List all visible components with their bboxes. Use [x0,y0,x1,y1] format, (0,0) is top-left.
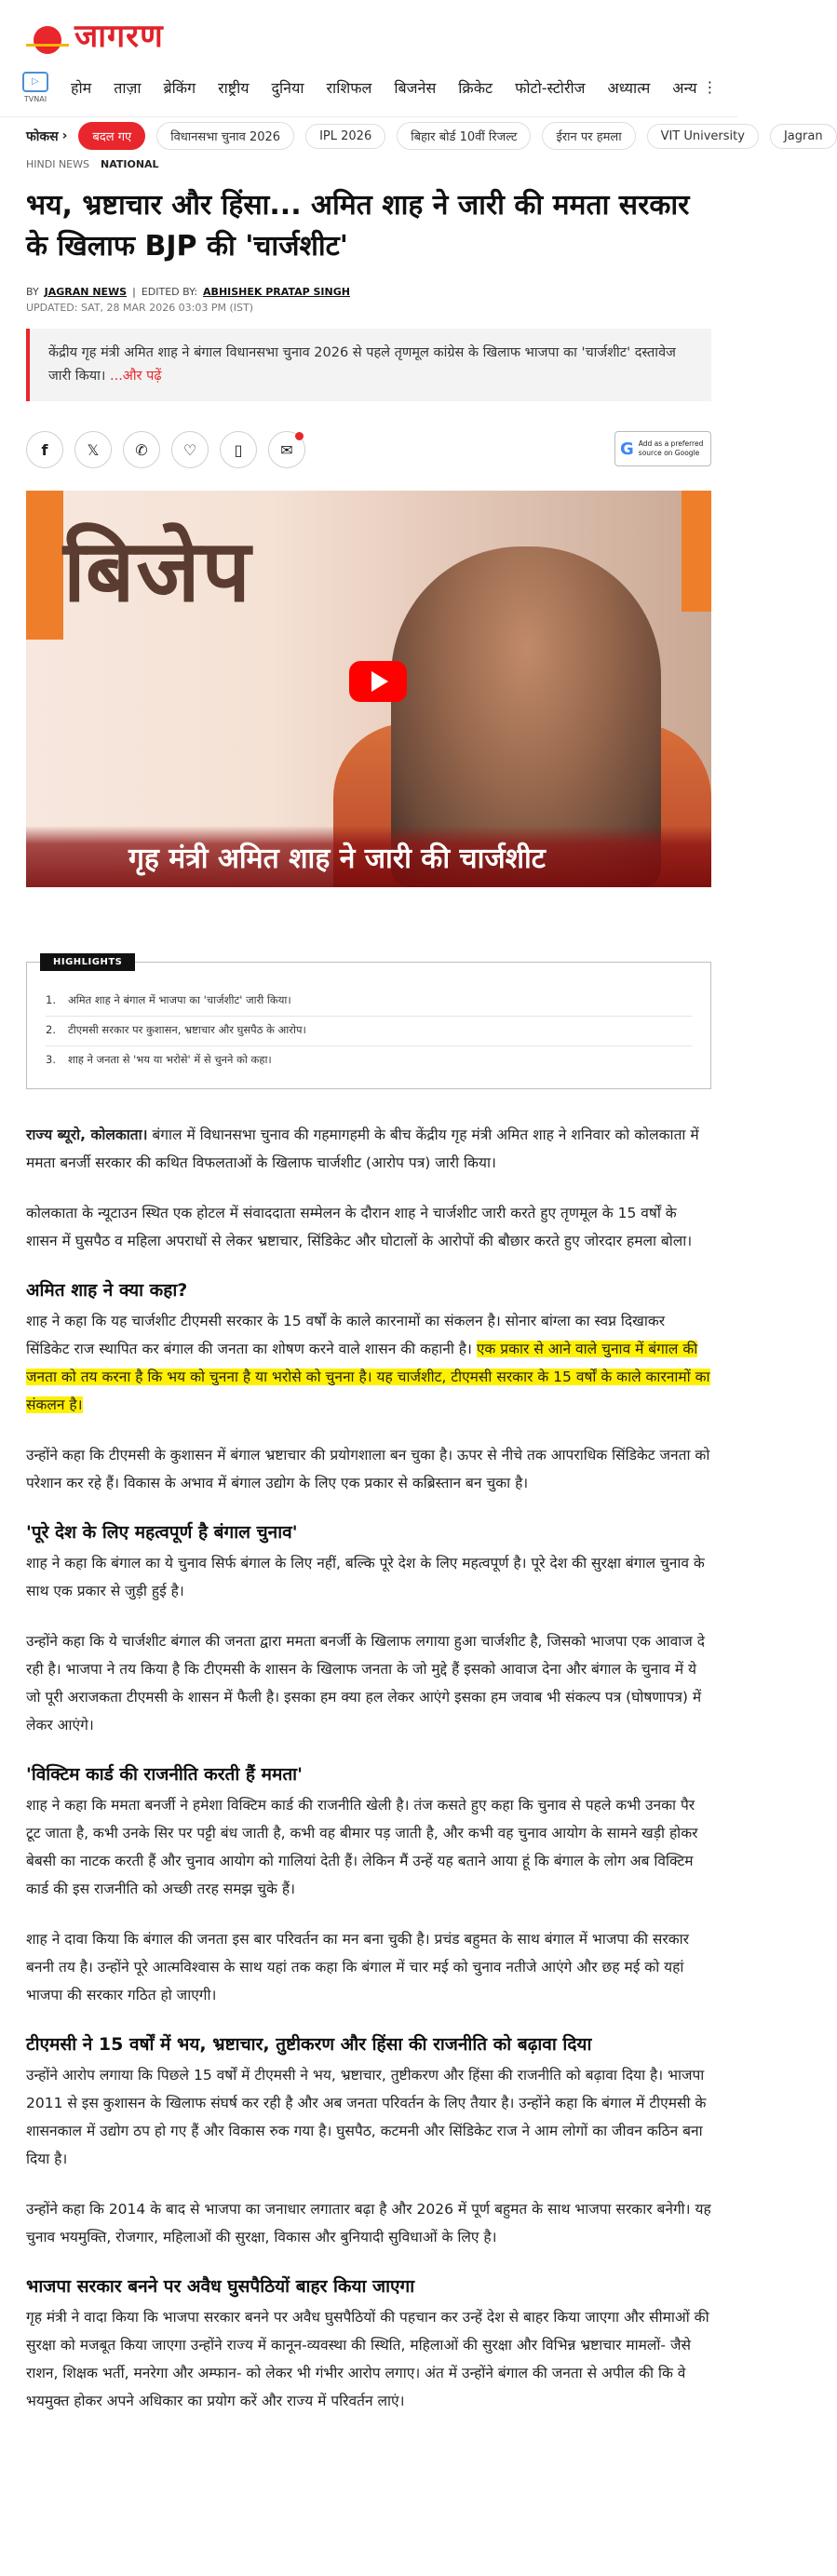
stage-banner [682,491,711,612]
editor-link[interactable]: ABHISHEK PRATAP SINGH [203,286,350,298]
trending-chip[interactable]: Jagran [770,124,837,149]
byline-separator: | [132,286,136,298]
nav-item-photo-stories[interactable]: फोटो-स्टोरीज [515,78,586,97]
dateline: राज्य ब्यूरो, कोलकाता। [26,1126,148,1143]
play-button[interactable] [349,661,407,702]
body-paragraph: शाह ने कहा कि ममता बनर्जी ने हमेशा विक्टिम कार्ड की राजनीति खेली है। तंज कसते हुए कहा कि चुनाव से पहले कभी उनका पैर टूट जाता है, कभी उनके सिर पर पट्टी बंध जाती है, कभी वह बीमार पड़ जाती है, और कभी वह चुनाव आयोग के सामने खड़ी होकर बेबसी का नाटक करती हैं और चुनाव आयोग को गालियां देती हैं। लेकिन मैं उन्हें यह बताने आया हूं कि बंगाल के लोग अब विक्टिम कार्ड की इस राजनीति को अच्छी तरह समझ चुके हैं। [26,1797,698,1897]
nav-item-latest[interactable]: ताज़ा [114,78,142,97]
nav-item-cricket[interactable]: क्रिकेट [458,78,493,97]
nav-item-spirituality[interactable]: अध्यात्म [607,78,651,97]
video-caption: गृह मंत्री अमित शाह ने जारी की चार्जशीट [128,842,546,875]
stage-backdrop-text: बिजेप [63,521,252,621]
bookmark-icon[interactable]: ▯ [220,431,257,468]
nav-item-world[interactable]: दुनिया [271,78,304,97]
nav-item-horoscope[interactable]: राशिफल [326,78,372,97]
updated-timestamp: UPDATED: SAT, 28 MAR 2026 03:03 PM (IST) [26,302,254,314]
highlight-item: 1. अमित शाह ने बंगाल में भाजपा का 'चार्जशीट' जारी किया। [46,987,692,1017]
trending-title: फोकस › [26,128,68,144]
video-player[interactable] [26,491,711,887]
logo-text: जागरण [74,18,164,55]
share-bar [0,429,737,470]
nav-item-business[interactable]: बिजनेस [394,78,437,97]
section-heading: 'विक्टिम कार्ड की राजनीति करती हैं ममता' [26,1764,303,1785]
chevron-right-icon: › [61,128,68,143]
author-link[interactable]: JAGRAN NEWS [44,286,128,298]
body-paragraph: गृह मंत्री ने वादा किया कि भाजपा सरकार बनने पर अवैध घुसपैठियों की पहचान कर उन्हें देश से बाहर किया जाएगा और सीमाओं की सुरक्षा को मजबूत किया जाएगा उन्होंने राज्य में कानून-व्यवस्था की स्थिति, महिलाओं की सुरक्षा और विभिन्न भ्रष्टाचार मामलों- जैसे राशन, शिक्षक भर्ती, मनरेगा और अम्फान- को लेकर भी गंभीर आरोप लगाए। अंत में उन्होंने बंगाल की जनता से अपील की कि वे भयमुक्त होकर अपने अधिकार का प्रयोग करें और राज्य में परिवर्तन लाएं। [26,2309,709,2409]
highlighted-quote: एक प्रकार से आने वाले चुनाव में बंगाल की जनता को तय करना है कि भय को चुनना है या भरोसे को चुनना है। यह चार्जशीट, टीएमसी सरकार के 15 वर्षों के काले कारनामों का संकलन है। [26,1341,710,1413]
google-icon: G [620,438,634,459]
byline [0,267,737,298]
x-icon[interactable]: 𝕏 [74,431,112,468]
article-summary [26,329,711,401]
body-paragraph: राज्य ब्यूरो, कोलकाता। बंगाल में विधानसभा चुनाव की गहमागहमी के बीच केंद्रीय गृह मंत्री अमित शाह ने शनिवार को कोलकाता में ममता बनर्जी सरकार की कथित विफलताओं के खिलाफ चार्जशीट (आरोप पत्र) जारी किया। [26,1126,699,1171]
kebab-icon: ⋮ [702,78,718,96]
tv-icon: ▷ [22,72,48,92]
body-paragraph: कोलकाता के न्यूटाउन स्थित एक होटल में संवाददाता सम्मेलन के दौरान शाह ने चार्जशीट जारी करते हुए तृणमूल के 15 वर्षों के शासन में घुसपैठ व महिला अपराधों से लेकर भ्रष्टाचार, सिंडिकेट और घोटालों के आरोपों की बौछार करते हुए जोरदार हमला बोला। [26,1205,693,1249]
nav-more-menu[interactable] [672,77,717,98]
whatsapp-icon[interactable]: ✆ [123,431,160,468]
comment-icon[interactable]: ✉ [268,431,305,468]
heart-icon[interactable]: ♡ [171,431,209,468]
trending-bar [0,117,823,155]
trending-chip[interactable]: VIT University [647,124,759,149]
highlight-item: 2. टीएमसी सरकार पर कुशासन, भ्रष्टाचार और घुसपैठ के आरोप। [46,1017,692,1046]
section-heading: 'पूरे देश के लिए महत्वपूर्ण है बंगाल चुनाव' [26,1522,298,1543]
trending-chip[interactable]: IPL 2026 [305,124,385,149]
highlights-box [26,957,711,1089]
edited-label: EDITED BY: [141,286,198,298]
google-pref-text: Add as a preferred source on Google [638,439,704,457]
breadcrumb-home[interactable]: HINDI NEWS [26,158,89,170]
play-icon [371,671,388,692]
nav-item-national[interactable]: राष्ट्रीय [218,78,250,97]
tv-label: TVNAI [23,94,47,103]
highlights-list [46,987,692,1075]
google-preferred-source-button[interactable] [614,431,711,466]
main-nav [0,58,737,117]
article-body [0,1089,737,2415]
highlights-tag: HIGHLIGHTS [40,953,135,971]
trending-chip[interactable]: ईरान पर हमला [542,122,635,150]
logo-sun-icon [26,20,69,48]
facebook-icon[interactable]: f [26,431,63,468]
summary-text: केंद्रीय गृह मंत्री अमित शाह ने बंगाल विधानसभा चुनाव 2026 से पहले तृणमूल कांग्रेस के खिलाफ भाजपा का 'चार्जशीट' दस्तावेज जारी किया। [48,345,676,384]
nav-item-home[interactable]: होम [71,78,92,97]
trending-chip[interactable]: बदल गए [78,122,145,150]
jagran-logo[interactable] [26,13,164,56]
tv-link[interactable] [22,72,48,103]
body-paragraph: शाह ने दावा किया कि बंगाल की जनता इस बार परिवर्तन का मन बना चुकी है। प्रचंड बहुमत के साथ बंगाल में भाजपा की सरकार बननी तय है। उन्होंने पूरे आत्मविश्वास के साथ यहां तक कहा कि बंगाल में चार मई को चुनाव नतीजे आएंगे और छह मई को यहां भाजपा की सरकार गठित हो जाएगी। [26,1931,689,2003]
trending-chip[interactable]: विधानसभा चुनाव 2026 [156,122,294,150]
breadcrumb [0,155,737,170]
stage-banner [26,491,63,640]
video-caption-band [26,826,711,887]
highlight-item: 3. शाह ने जनता से 'भय या भरोसे' में से चुनने को कहा। [46,1053,272,1066]
notification-dot [295,432,304,440]
by-label: BY [26,286,39,298]
nav-item-breaking[interactable]: ब्रेकिंग [163,78,196,97]
body-paragraph: उन्होंने कहा कि ये चार्जशीट बंगाल की जनता द्वारा ममता बनर्जी के खिलाफ लगाया हुआ चार्जशीट है, जिसको भाजपा एक आवाज दे रही है। भाजपा ने तय किया है कि टीएमसी के शासन के खिलाफ जनता के जो मुद्दे हैं इसको आवाज देना और बंगाल के चुनाव में ये जो पूरी अराजकता टीएमसी के शासन में फैली है। इसका हम क्या हल लेकर आएंगे इसका हम जवाब भी संकल्प पत्र (घोषणापत्र) में लेकर आएंगे। [26,1633,705,1733]
section-heading: टीएमसी ने 15 वर्षों में भय, भ्रष्टाचार, तुष्टीकरण और हिंसा की राजनीति को बढ़ावा दिया [26,2034,592,2055]
trending-chip[interactable]: बिहार बोर्ड 10वीं रिजल्ट [397,122,531,150]
top-bar [0,0,737,58]
section-heading: अमित शाह ने क्या कहा? [26,1280,188,1301]
breadcrumb-section[interactable]: NATIONAL [101,158,159,170]
body-paragraph: शाह ने कहा कि बंगाल का ये चुनाव सिर्फ बंगाल के लिए नहीं, बल्कि पूरे देश के लिए महत्वपूर्ण है। पूरे देश की सुरक्षा बंगाल चुनाव के साथ एक प्रकार से जुड़ी हुई है। [26,1555,705,1599]
body-paragraph: शाह ने कहा कि यह चार्जशीट टीएमसी सरकार के 15 वर्षों के काले कारनामों का संकलन है। सोनार बांग्ला का स्वप्न दिखाकर सिंडिकेट राज स्थापित कर बंगाल की जनता का शोषण करने वाले शासन की कहानी है। एक प्रकार से आने वाले चुनाव में बंगाल की जनता को तय करना है कि भय को चुनना है या भरोसे को चुनना है। यह चार्जशीट, टीएमसी सरकार के 15 वर्षों के काले कारनामों का संकलन है। [26,1313,710,1413]
section-heading: भाजपा सरकार बनने पर अवैध घुसपैठियों बाहर किया जाएगा [26,2276,415,2297]
nav-more-label: अन्य [672,78,697,97]
read-more-link[interactable]: ...और पढ़ें [109,369,162,384]
body-paragraph: उन्होंने आरोप लगाया कि पिछले 15 वर्षों में टीएमसी ने भय, भ्रष्टाचार, तुष्टीकरण और हिंसा की राजनीति को बढ़ावा दिया है। भाजपा 2011 से इस कुशासन के खिलाफ संघर्ष कर रही है और अब जनता परिवर्तन के लिए तैयार है। उन्होंने कहा कि बंगाल में टीएमसी के शासनकाल में उद्योग ठप हो गए हैं और विकास रुक गया है। घुसपैठ, कटमनी और सिंडिकेट राज ने आम लोगों का जीवन कठिन बना दिया है। [26,2067,707,2167]
body-paragraph: उन्होंने कहा कि 2014 के बाद से भाजपा का जनाधार लगातार बढ़ा है और 2026 में पूर्ण बहुमत के साथ भाजपा सरकार बनेगी। यह चुनाव भयमुक्ति, रोजगार, महिलाओं की सुरक्षा, विकास और बुनियादी सुविधाओं के लिए है। [26,2201,711,2246]
article-title: भय, भ्रष्टाचार और हिंसा... अमित शाह ने जारी की ममता सरकार के खिलाफ BJP की 'चार्जशीट' [26,189,690,263]
body-paragraph: उन्होंने कहा कि टीएमसी के कुशासन में बंगाल भ्रष्टाचार की प्रयोगशाला बन चुका है। ऊपर से नीचे तक आपराधिक सिंडिकेट जनता को परेशान कर रहे हैं। विकास के अभाव में बंगाल उद्योग के लिए एक प्रकार से कब्रिस्तान बन चुका है। [26,1447,710,1491]
